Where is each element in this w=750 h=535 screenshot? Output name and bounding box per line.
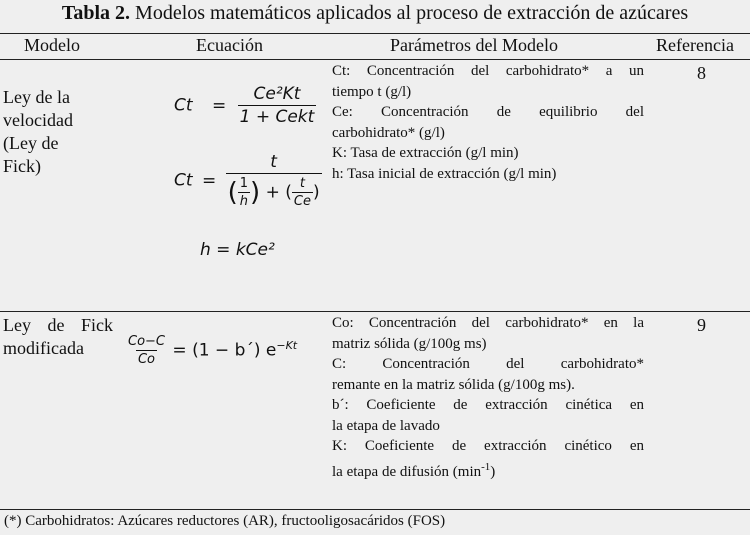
param-line: Ce: Concentración de equilibrio del	[332, 104, 644, 120]
eq2-h-num: 1	[239, 176, 249, 191]
eq2-t-num: t	[299, 176, 305, 191]
eq1-denominator: 1 + Cekt	[239, 107, 315, 127]
row1-params	[332, 61, 644, 184]
top-rule	[0, 33, 750, 34]
row1-model	[3, 86, 73, 178]
row2-params	[332, 313, 644, 482]
eq4-exponent: −Kt	[276, 338, 298, 352]
header-rule	[0, 59, 750, 60]
eq2-fraction: t ( $\frac{1}{h}$ ) + ( $\frac{t}{Ce}$ )	[227, 152, 320, 209]
header-parametros: Parámetros del Modelo	[390, 35, 558, 55]
param-last-sup: -1	[481, 460, 491, 473]
param-line: b´: Coeficiente de extracción cinética en	[332, 397, 644, 413]
param-line-last	[332, 457, 644, 483]
param-line: matriz sólida (g/100g ms)	[332, 335, 487, 352]
header-referencia: Referencia	[656, 35, 734, 55]
row2-model-line: Ley de Fick	[3, 315, 113, 335]
param-line: remante en la matriz sólida (g/100g ms).	[332, 376, 575, 393]
eq2-h-den: h	[239, 194, 249, 209]
footnote: (*) Carbohidratos: Azúcares reductores (AR), fructooligosacáridos (FOS)	[4, 513, 446, 529]
row-divider	[0, 311, 750, 312]
row1-model-line: velocidad	[3, 110, 73, 130]
param-line: la etapa de lavado	[332, 417, 440, 434]
eq2-lhs: Ct	[174, 170, 193, 191]
equation-1: Ct = $\frac{\text{Ce²Kt}}{\text{1 + Cekt}}$	[174, 84, 315, 127]
row2-model-line: modificada	[3, 338, 84, 358]
param-last-text: la etapa de difusión (min	[332, 463, 482, 480]
param-line: tiempo t (g/l)	[332, 83, 412, 100]
param-line: Co: Concentración del carbohidrato* en la	[332, 315, 644, 331]
row1-reference: 8	[697, 63, 706, 83]
equation-3: h = kCe²	[200, 240, 275, 260]
row2-reference: 9	[697, 315, 706, 335]
param-line: K: Coeficiente de extracción cinético en	[332, 438, 644, 454]
param-line: h: Tasa inicial de extracción (g/l min)	[332, 165, 557, 182]
eq4-denominator: Co	[137, 352, 156, 367]
row1-model-line: Fick)	[3, 156, 41, 176]
table-title-label: Tabla 2.	[61, 2, 131, 24]
eq4-numerator: Co−C	[128, 334, 166, 349]
bottom-rule	[0, 509, 750, 510]
param-last-end: )	[490, 463, 496, 480]
eq2-t-den: Ce	[293, 194, 311, 209]
table-title	[0, 2, 750, 25]
equation-2: Ct = t ( $\frac{1}{h}$ ) + ( $\frac{t}{Ce}$ )	[174, 152, 320, 209]
row2-model	[3, 314, 113, 360]
param-line: carbohidrato* (g/l)	[332, 124, 445, 141]
row1-model-line: (Ley de	[3, 133, 59, 153]
equation-4	[126, 334, 297, 367]
eq1-lhs: Ct	[174, 95, 193, 116]
eq4-fraction	[126, 334, 167, 367]
header-ecuacion: Ecuación	[196, 35, 263, 55]
param-line: C: Concentración del carbohidrato*	[332, 356, 644, 372]
header-modelo: Modelo	[24, 35, 80, 55]
eq2-numerator: t	[270, 152, 277, 172]
eq1-fraction	[238, 84, 317, 127]
row1-model-line: Ley de la	[3, 87, 70, 107]
table-title-text: Modelos matemáticos aplicados al proceso de extracción de azúcares	[135, 2, 689, 24]
param-line: Ct: Concentración del carbohidrato* a un	[332, 63, 644, 79]
param-line: K: Tasa de extracción (g/l min)	[332, 145, 519, 161]
eq4-rhs: = (1 − b´) e	[172, 340, 277, 361]
eq1-numerator: Ce²Kt	[253, 84, 301, 104]
